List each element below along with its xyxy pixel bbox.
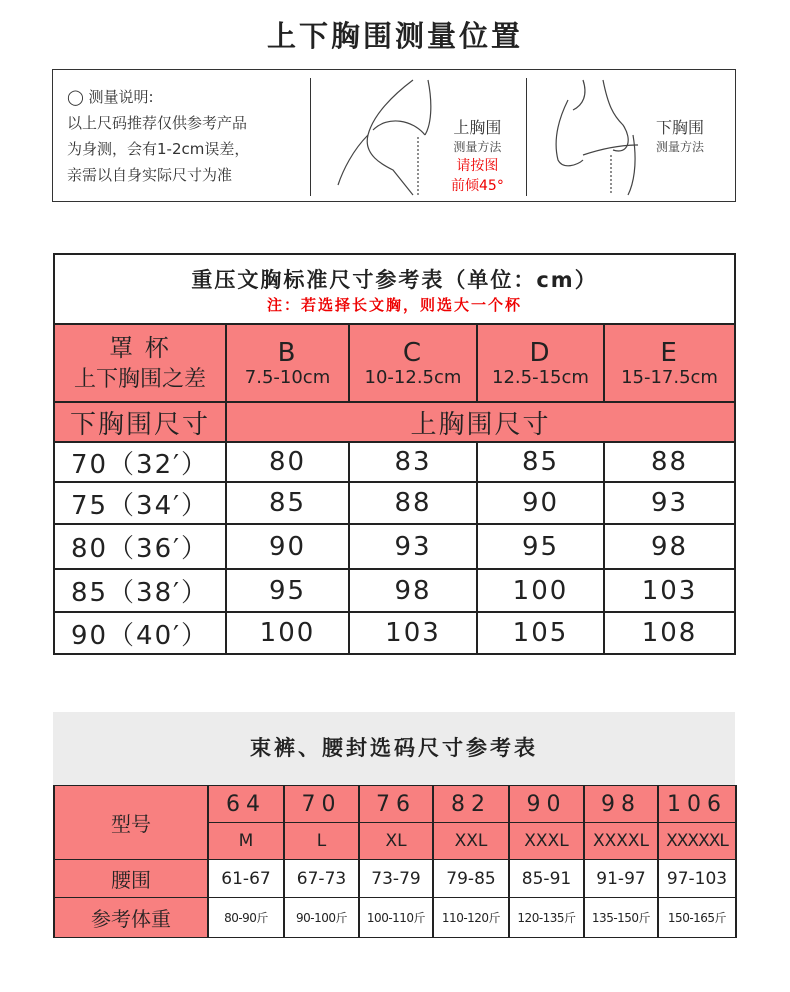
model-number: 70 <box>284 786 359 823</box>
table-row <box>54 442 735 482</box>
model-number: 98 <box>584 786 658 823</box>
waist-cell: 67-73 <box>284 860 359 898</box>
divider <box>526 78 527 196</box>
cup-letter: D <box>529 337 552 368</box>
under-bust-cell: 90（40′） <box>54 612 226 654</box>
value-cell: 95 <box>477 524 604 569</box>
value-cell: 85 <box>226 482 349 524</box>
bra-table-title: 重压文胸标准尺寸参考表（单位：cm） <box>191 267 598 292</box>
cup-c <box>349 324 477 402</box>
waist-cell: 97-103 <box>658 860 736 898</box>
note-line: 为身测，会有1-2cm误差， <box>67 140 250 158</box>
under-bust-cell: 70（32′） <box>54 442 226 482</box>
note-line: 以上尺码推荐仅供参考产品 <box>67 114 248 132</box>
table-row <box>54 482 735 524</box>
under-bust-cell: 85（38′） <box>54 569 226 612</box>
value-cell: 103 <box>349 612 477 654</box>
measurement-note <box>67 84 249 188</box>
value-cell: 88 <box>604 442 735 482</box>
weight-cell: 120-135斤 <box>509 898 584 938</box>
cup-range: 10-12.5cm <box>364 366 462 388</box>
bra-table-subtitle: 注：若选择长文胸，则选大一个杯 <box>267 295 523 314</box>
pants-size-table <box>53 785 737 938</box>
divider <box>310 78 311 196</box>
cup-diff-label: 上下胸围之差 <box>73 366 206 392</box>
upper-bust-warning: 请按图 <box>456 158 499 174</box>
under-bust-cell: 80（36′） <box>54 524 226 569</box>
page-title: 上下胸围测量位置 <box>266 19 523 53</box>
model-header: 型号 <box>54 786 208 860</box>
waist-cell: 73-79 <box>359 860 433 898</box>
weight-cell: 135-150斤 <box>584 898 658 938</box>
size-label: XXXXXL <box>658 823 736 860</box>
upper-bust-figure-illustration <box>333 75 453 197</box>
under-bust-header: 下胸围尺寸 <box>54 402 226 442</box>
note-line: 亲需以自身实际尺寸为准 <box>67 166 233 184</box>
size-label: XXXL <box>509 823 584 860</box>
cup-label: 罩 杯 <box>109 333 171 362</box>
pants-table-title: 束裤、腰封选码尺寸参考表 <box>53 712 735 785</box>
table-row <box>54 524 735 569</box>
value-cell: 108 <box>604 612 735 654</box>
size-label: L <box>284 823 359 860</box>
cup-b <box>226 324 349 402</box>
cup-range: 15-17.5cm <box>621 366 718 388</box>
value-cell: 100 <box>226 612 349 654</box>
value-cell: 95 <box>226 569 349 612</box>
cup-range: 12.5-15cm <box>492 366 589 388</box>
cup-letter: B <box>277 337 298 368</box>
cup-e <box>604 324 735 402</box>
value-cell: 80 <box>226 442 349 482</box>
model-number: 90 <box>509 786 584 823</box>
lower-bust-sub: 测量方法 <box>656 140 705 154</box>
value-cell: 105 <box>477 612 604 654</box>
waist-header: 腰围 <box>54 860 208 898</box>
waist-cell: 79-85 <box>433 860 509 898</box>
under-bust-cell: 75（34′） <box>54 482 226 524</box>
model-number: 64 <box>208 786 284 823</box>
model-number: 76 <box>359 786 433 823</box>
size-label: XXXXL <box>584 823 658 860</box>
table-row <box>54 860 736 898</box>
table-row <box>54 612 735 654</box>
size-label: M <box>208 823 284 860</box>
waist-cell: 61-67 <box>208 860 284 898</box>
value-cell: 98 <box>604 524 735 569</box>
upper-bust-header: 上胸围尺寸 <box>226 402 735 442</box>
table-row <box>54 898 736 938</box>
waist-cell: 85-91 <box>509 860 584 898</box>
cup-letter: C <box>402 337 424 368</box>
weight-cell: 110-120斤 <box>433 898 509 938</box>
weight-header: 参考体重 <box>54 898 208 938</box>
value-cell: 103 <box>604 569 735 612</box>
waist-cell: 91-97 <box>584 860 658 898</box>
size-label: XL <box>359 823 433 860</box>
upper-bust-sub: 测量方法 <box>453 140 502 154</box>
cup-range: 7.5-10cm <box>244 366 331 388</box>
lower-bust-label <box>656 115 704 155</box>
upper-bust-label <box>451 115 504 195</box>
lower-bust-figure-illustration <box>543 75 653 197</box>
weight-cell: 100-110斤 <box>359 898 433 938</box>
cup-d <box>477 324 604 402</box>
weight-cell: 80-90斤 <box>208 898 284 938</box>
table-row <box>54 569 735 612</box>
weight-cell: 150-165斤 <box>658 898 736 938</box>
value-cell: 90 <box>226 524 349 569</box>
note-title: ◯ 测量说明: <box>67 88 154 106</box>
measurement-guide <box>52 69 736 202</box>
value-cell: 85 <box>477 442 604 482</box>
bra-size-table <box>53 253 736 655</box>
upper-bust-warning: 前倾45° <box>451 178 504 194</box>
model-number: 106 <box>658 786 736 823</box>
bra-table-caption <box>54 254 735 324</box>
value-cell: 98 <box>349 569 477 612</box>
size-label: XXL <box>433 823 509 860</box>
weight-cell: 90-100斤 <box>284 898 359 938</box>
value-cell: 93 <box>604 482 735 524</box>
value-cell: 90 <box>477 482 604 524</box>
value-cell: 88 <box>349 482 477 524</box>
cup-header <box>54 324 226 402</box>
lower-bust-title: 下胸围 <box>656 118 705 137</box>
value-cell: 83 <box>349 442 477 482</box>
model-number: 82 <box>433 786 509 823</box>
value-cell: 100 <box>477 569 604 612</box>
value-cell: 93 <box>349 524 477 569</box>
upper-bust-title: 上胸围 <box>453 118 502 137</box>
cup-letter: E <box>660 337 679 368</box>
